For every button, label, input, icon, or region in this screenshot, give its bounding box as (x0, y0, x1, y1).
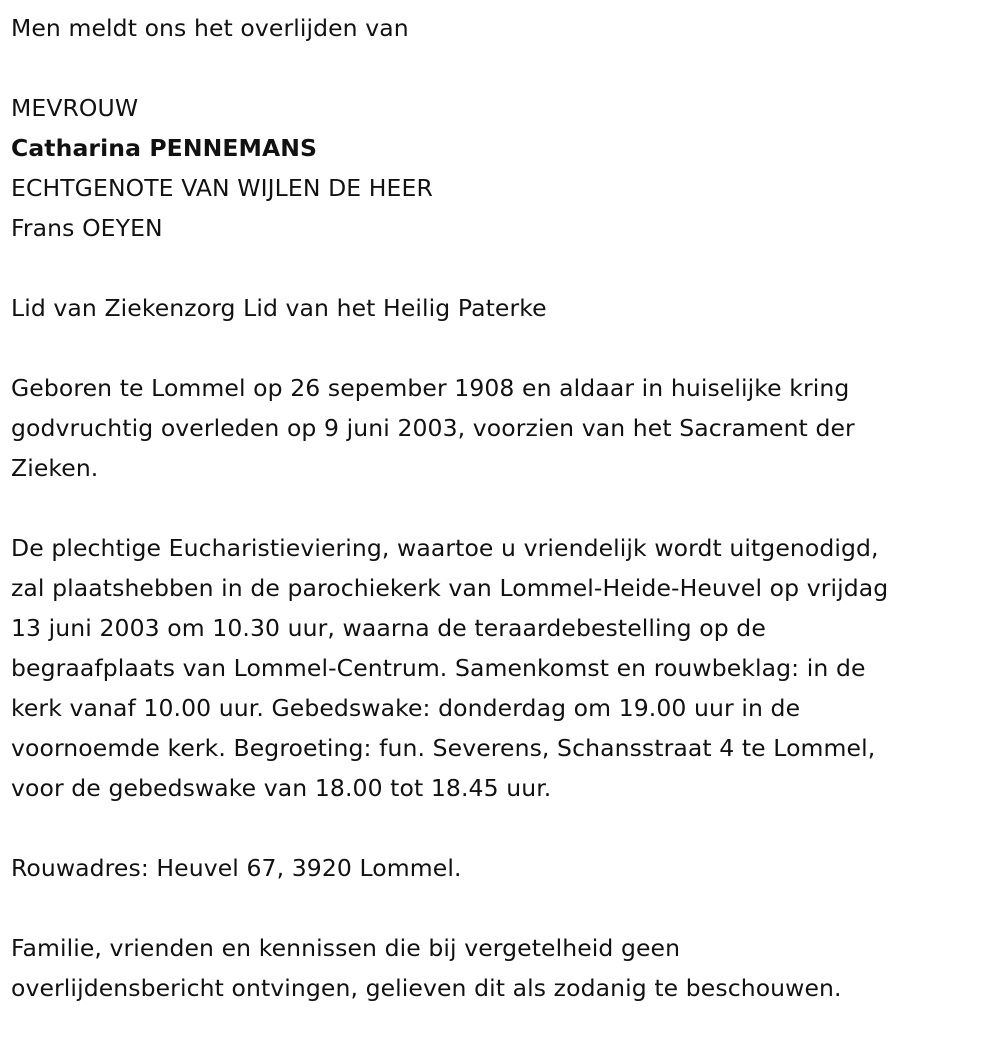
birth-death-paragraph (11, 368, 1000, 488)
closing-paragraph (11, 928, 1000, 1008)
paragraph-line: Geboren te Lommel op 26 sepember 1908 en aldaar in huiselijke kring (11, 374, 850, 402)
ceremony-paragraph (11, 528, 1000, 808)
spacer (11, 328, 1000, 368)
spacer (11, 888, 1000, 928)
spacer (11, 488, 1000, 528)
spacer (11, 48, 1000, 88)
paragraph-line: voor de gebedswake van 18.00 tot 18.45 uur. (11, 774, 552, 802)
paragraph-line: overlijdensbericht ontvingen, gelieven dit als zodanig te beschouwen. (11, 974, 842, 1002)
paragraph-line: De plechtige Eucharistieviering, waartoe u vriendelijk wordt uitgenodigd, (11, 534, 879, 562)
honorific: MEVROUW (11, 94, 139, 122)
paragraph-line: begraafplaats van Lommel-Centrum. Samenkomst en rouwbeklag: in de (11, 654, 866, 682)
spouse-name: Frans OEYEN (11, 214, 163, 242)
deceased-name: Catharina PENNEMANS (11, 134, 318, 162)
relation-line: ECHTGENOTE VAN WIJLEN DE HEER (11, 174, 433, 202)
spacer (11, 808, 1000, 848)
paragraph-line: voornoemde kerk. Begroeting: fun. Severens, Schansstraat 4 te Lommel, (11, 734, 876, 762)
paragraph-line: kerk vanaf 10.00 uur. Gebedswake: donderdag om 19.00 uur in de (11, 694, 801, 722)
paragraph-line: godvruchtig overleden op 9 juni 2003, voorzien van het Sacrament der (11, 414, 855, 442)
paragraph-line: Zieken. (11, 454, 99, 482)
intro-line: Men meldt ons het overlijden van (11, 14, 409, 42)
paragraph-line: 13 juni 2003 om 10.30 uur, waarna de teraardebestelling op de (11, 614, 766, 642)
memberships-line: Lid van Ziekenzorg Lid van het Heilig Paterke (11, 294, 547, 322)
spacer (11, 248, 1000, 288)
mourning-address: Rouwadres: Heuvel 67, 3920 Lommel. (11, 854, 462, 882)
paragraph-line: Familie, vrienden en kennissen die bij vergetelheid geen (11, 934, 681, 962)
paragraph-line: zal plaatshebben in de parochiekerk van Lommel-Heide-Heuvel op vrijdag (11, 574, 889, 602)
